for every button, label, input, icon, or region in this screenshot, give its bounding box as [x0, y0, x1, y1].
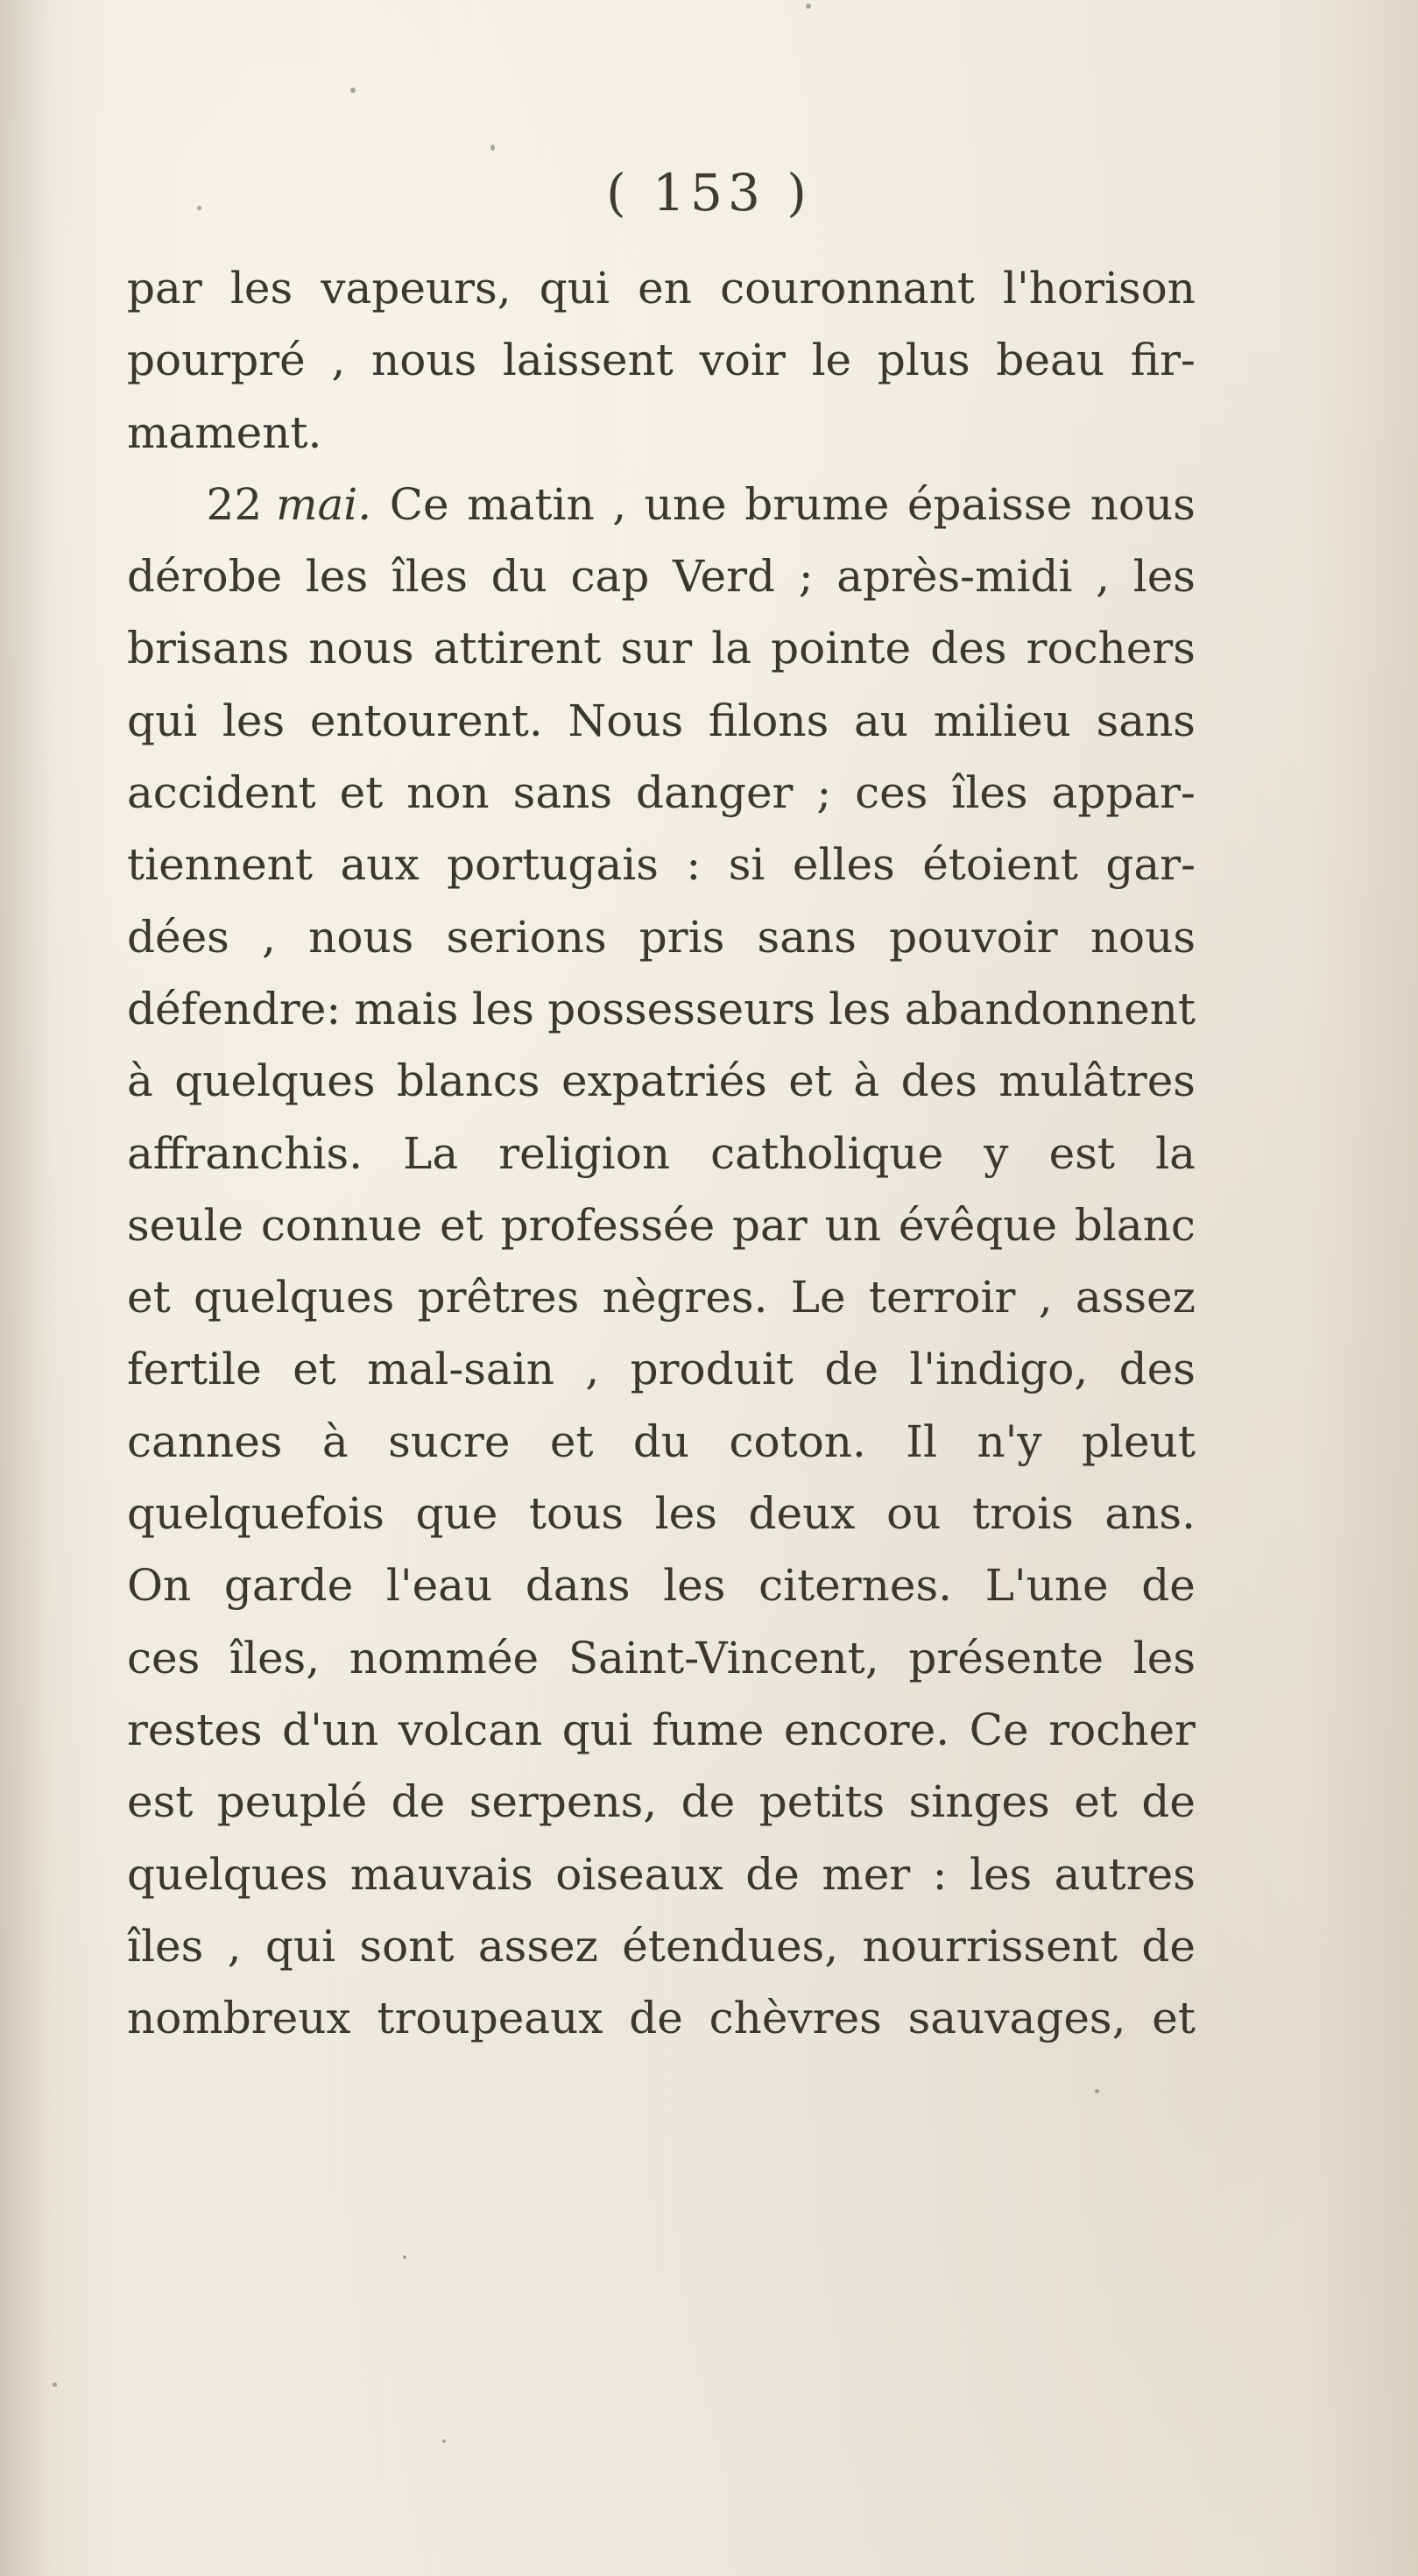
word: nous [308, 623, 414, 674]
word: îles [127, 1920, 204, 1972]
paper-speck [350, 88, 356, 93]
word: vapeurs, [321, 263, 511, 314]
word: , [1096, 551, 1111, 603]
word: les [829, 983, 892, 1034]
text-line [127, 1118, 1196, 1189]
word: troupeaux [377, 1993, 603, 2044]
text-line [127, 324, 1196, 396]
word: restes [127, 1704, 263, 1755]
word: ; [798, 551, 814, 603]
word: Le [790, 1272, 846, 1323]
text-line [127, 1406, 1196, 1478]
word: étoient [922, 839, 1078, 891]
word: laissent [502, 335, 674, 386]
word: fertile [127, 1344, 262, 1395]
word: terroir [868, 1272, 1016, 1323]
word: beau [996, 335, 1105, 386]
word: filons [708, 695, 829, 746]
word: , [227, 1920, 242, 1972]
word: qui [127, 695, 198, 746]
word: par [127, 263, 202, 314]
word: serpens, [469, 1776, 658, 1828]
word: l'indigo, [909, 1344, 1089, 1395]
word: milieu [933, 695, 1071, 746]
word: tiennent [127, 839, 313, 891]
text-line [127, 469, 1196, 540]
word: de [681, 1776, 736, 1828]
word: les [305, 551, 369, 603]
paper-speck [53, 2382, 57, 2387]
word: les [222, 695, 286, 746]
word: portugais [447, 839, 659, 891]
word: brisans [127, 623, 290, 674]
word: ou [886, 1488, 942, 1540]
text-line [127, 1838, 1196, 1910]
word: et [549, 1415, 594, 1467]
word: peuplé [216, 1776, 368, 1828]
word: sur [620, 623, 693, 674]
word: un [824, 1199, 881, 1251]
word: , [585, 1344, 600, 1395]
word: , [262, 911, 276, 963]
word: chèvres [709, 1993, 882, 2044]
text-line [127, 829, 1196, 900]
text-line [127, 1982, 1196, 2054]
word: l'eau [385, 1560, 493, 1612]
word: et [1152, 1993, 1196, 2044]
word: îles [391, 551, 468, 603]
word: couronnant [720, 263, 975, 314]
text-line [127, 1766, 1196, 1838]
word: blancs [396, 1055, 540, 1107]
word: , [331, 335, 346, 386]
word: assez [1075, 1272, 1196, 1323]
entry-date-month: mai. [276, 478, 372, 530]
word: Saint-Vincent, [568, 1632, 879, 1683]
word: îles, [229, 1632, 321, 1683]
word: trois [972, 1488, 1074, 1540]
word: cannes [127, 1415, 283, 1467]
text-line [127, 757, 1196, 829]
word: prêtres [417, 1272, 580, 1323]
word: de [391, 1776, 446, 1828]
text-line [127, 1478, 1196, 1549]
word: dérobe [127, 551, 283, 603]
word: n'y [977, 1415, 1042, 1467]
word: Il [906, 1415, 938, 1467]
word: et [293, 1344, 336, 1395]
word: singes [908, 1776, 1050, 1828]
word: expatriés [561, 1055, 767, 1107]
word: quelques [127, 1848, 328, 1900]
word: ces [127, 1632, 201, 1683]
word: abandonnent [904, 983, 1196, 1034]
page-number: ( 153 ) [606, 163, 812, 222]
paper-speck [442, 2439, 446, 2443]
word: L'une [984, 1560, 1109, 1612]
word: sauvages, [907, 1993, 1126, 2044]
word: les [969, 1848, 1033, 1900]
word: pris [638, 911, 725, 963]
word: de [1141, 1920, 1196, 1972]
word: On [127, 1560, 192, 1612]
word: mament. [127, 406, 322, 458]
word: de [745, 1848, 800, 1900]
word: y [984, 1127, 1009, 1179]
word: du [490, 551, 547, 603]
word: nous [308, 911, 414, 963]
word: mais [354, 983, 459, 1034]
word: voir [699, 335, 786, 386]
word: de [1141, 1776, 1196, 1828]
paper-speck [1095, 2089, 1099, 2093]
word: à [853, 1055, 880, 1107]
spine-shadow [0, 0, 53, 2576]
word: deux [748, 1488, 856, 1540]
word: La [403, 1127, 459, 1179]
word: rocher [1048, 1704, 1196, 1755]
word: des [900, 1055, 977, 1107]
word: Verd [673, 551, 776, 603]
word: de [629, 1993, 683, 2044]
text-line [127, 901, 1196, 973]
word: assez [477, 1920, 598, 1972]
word: îles [951, 767, 1028, 819]
word: professée [500, 1199, 716, 1251]
word: Ce [969, 1704, 1029, 1755]
word: nègres. [602, 1272, 768, 1323]
text-line [127, 397, 1196, 469]
word: serions [446, 911, 607, 963]
word: à [127, 1055, 153, 1107]
word: pleut [1082, 1415, 1196, 1467]
word: gar- [1105, 839, 1196, 891]
word: défendre: [127, 983, 342, 1034]
word: tous [528, 1488, 624, 1540]
paper-speck [490, 145, 495, 151]
text-line [127, 540, 1196, 612]
word: épaisse [907, 478, 1073, 530]
word: et [1074, 1776, 1118, 1828]
word: , [1038, 1272, 1053, 1323]
word: nourrissent [862, 1920, 1118, 1972]
paper-speck [197, 206, 201, 210]
word: une [644, 478, 727, 530]
word: d'un [282, 1704, 379, 1755]
word: et [127, 1272, 171, 1323]
word: cap [570, 551, 650, 603]
word: Ce [389, 478, 449, 530]
word: autres [1054, 1848, 1196, 1900]
word: non [406, 767, 490, 819]
word: petits [758, 1776, 885, 1828]
text-line [127, 612, 1196, 684]
word: oiseaux [555, 1848, 723, 1900]
word: fir- [1130, 335, 1196, 386]
word: étendues, [622, 1920, 839, 1972]
entry-date: 22 mai. [206, 478, 372, 530]
text-line [127, 1333, 1196, 1405]
word: de [1141, 1560, 1196, 1612]
text-line [127, 1189, 1196, 1261]
text-line [127, 1549, 1196, 1621]
word: présente [908, 1632, 1104, 1683]
word: si [728, 839, 765, 891]
word: pouvoir [889, 911, 1058, 963]
word: sucre [388, 1415, 511, 1467]
word: nous [1090, 478, 1196, 530]
body-text [127, 252, 1196, 2054]
word: les [663, 1560, 726, 1612]
word: dées [127, 911, 229, 963]
word: que [415, 1488, 498, 1540]
word: évêque [898, 1199, 1058, 1251]
paper-speck [806, 4, 811, 9]
word: les [1132, 1632, 1196, 1683]
word: religion [498, 1127, 671, 1179]
word: sont [359, 1920, 455, 1972]
word: mal-sain [367, 1344, 554, 1395]
word: par [732, 1199, 808, 1251]
word: dans [525, 1560, 631, 1612]
word: connue [260, 1199, 423, 1251]
word: produit [630, 1344, 794, 1395]
paper-speck [403, 2255, 406, 2259]
word: les [654, 1488, 717, 1540]
word: quelques [194, 1272, 395, 1323]
word: affranchis. [127, 1127, 363, 1179]
text-line [127, 1910, 1196, 1982]
word: mulâtres [998, 1055, 1196, 1107]
word: ces [855, 767, 928, 819]
word: la [1155, 1127, 1196, 1179]
word: après-midi [836, 551, 1073, 603]
word: quelques [174, 1055, 376, 1107]
word: est [1048, 1127, 1116, 1179]
word: nommée [349, 1632, 540, 1683]
word: seule [127, 1199, 244, 1251]
word: et [788, 1055, 832, 1107]
word: danger [635, 767, 794, 819]
word: pointe [771, 623, 912, 674]
word: aux [340, 839, 420, 891]
word: qui [539, 263, 610, 314]
word: garde [223, 1560, 354, 1612]
word: accident [127, 767, 316, 819]
word: elles [792, 839, 895, 891]
word: entourent. [309, 695, 543, 746]
word: de [824, 1344, 878, 1395]
word: nous [1090, 911, 1196, 963]
word: : [932, 1848, 948, 1900]
word: sans [1096, 695, 1196, 746]
word: qui [265, 1920, 336, 1972]
word: coton. [729, 1415, 866, 1467]
word: les [1132, 551, 1196, 603]
word: les [471, 983, 534, 1034]
word: sans [757, 911, 857, 963]
text-line [127, 252, 1196, 324]
word: plus [877, 335, 970, 386]
word: au [853, 695, 908, 746]
word: brume [744, 478, 890, 530]
word: pourpré [127, 335, 306, 386]
word: mauvais [349, 1848, 533, 1900]
word: du [632, 1415, 690, 1467]
word: sans [512, 767, 613, 819]
word: catholique [710, 1127, 944, 1179]
word: est [127, 1776, 194, 1828]
text-line [127, 685, 1196, 757]
word: appar- [1051, 767, 1196, 819]
word: et [440, 1199, 483, 1251]
word: la [711, 623, 752, 674]
text-line [127, 973, 1196, 1045]
word: l'horison [1003, 263, 1196, 314]
word: ; [816, 767, 832, 819]
word: blanc [1074, 1199, 1196, 1251]
word: en [638, 263, 692, 314]
word: attirent [433, 623, 602, 674]
word: des [930, 623, 1007, 674]
word: et [339, 767, 384, 819]
word: à [321, 1415, 349, 1467]
word: des [1118, 1344, 1196, 1395]
word: nous [371, 335, 477, 386]
word: encore. [783, 1704, 950, 1755]
word: le [811, 335, 852, 386]
text-line [127, 1261, 1196, 1333]
word: , [612, 478, 627, 530]
text-line [127, 1694, 1196, 1766]
word: possesseurs [547, 983, 815, 1034]
word: ans. [1104, 1488, 1196, 1540]
word: les [229, 263, 293, 314]
word: quelquefois [127, 1488, 384, 1540]
word: matin [467, 478, 595, 530]
word: fume [652, 1704, 765, 1755]
word: citernes. [758, 1560, 953, 1612]
word: rochers [1026, 623, 1196, 674]
word: volcan [398, 1704, 543, 1755]
text-line [127, 1622, 1196, 1694]
word: qui [561, 1704, 632, 1755]
word: Nous [568, 695, 684, 746]
word: nombreux [127, 1993, 351, 2044]
word: mer [822, 1848, 911, 1900]
text-line [127, 1045, 1196, 1117]
word: : [686, 839, 702, 891]
